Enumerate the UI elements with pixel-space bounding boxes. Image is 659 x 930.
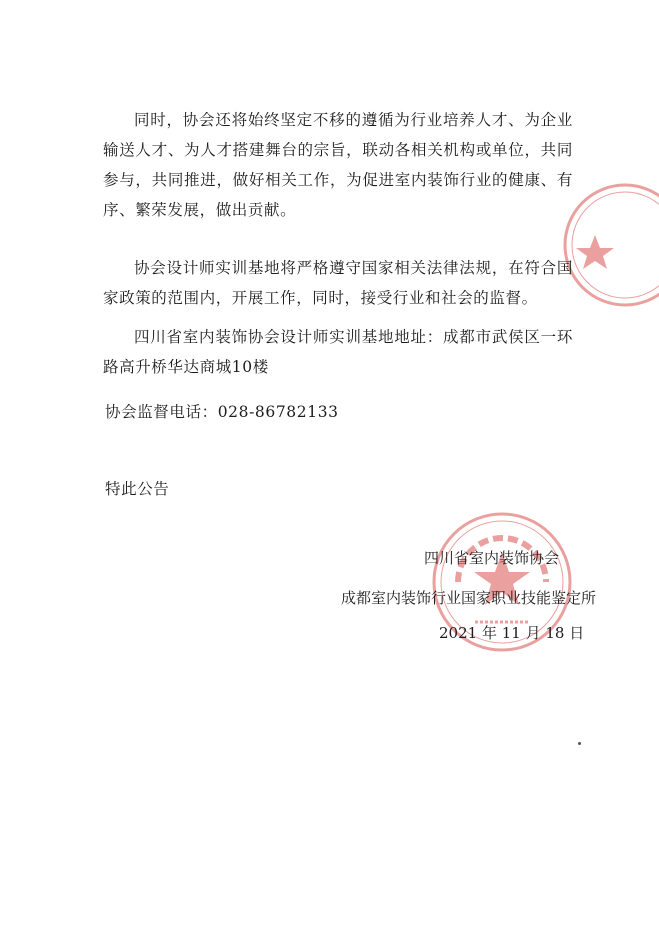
signature-date: 2021 年 11 月 18 日	[439, 624, 585, 642]
paragraph-3: 四川省室内装饰协会设计师实训基地地址：成都市武侯区一环路高升桥华达商城10楼	[103, 328, 573, 376]
scan-speck	[578, 742, 581, 745]
announcement-line: 特此公告	[105, 480, 170, 498]
seal-stamp-right-margin	[560, 180, 659, 310]
phone-line: 协会监督电话：028-86782133	[105, 403, 339, 421]
signature-org-1: 四川省室内装饰协会	[424, 549, 560, 567]
paragraph-1: 同时，协会还将始终坚定不移的遵循为行业培养人才、为企业输送人才、为人才搭建舞台的宗旨，联动各相关机构或单位，共同参与，共同推进，做好相关工作，为促进室内装饰行业的健康、有序、繁荣发展，做出贡献。	[103, 111, 573, 219]
paragraph-2: 协会设计师实训基地将严格遵守国家相关法律法规，在符合国家政策的范围内，开展工作，同时，接受行业和社会的监督。	[103, 259, 573, 307]
signature-org-2: 成都室内装饰行业国家职业技能鉴定所	[341, 589, 597, 607]
